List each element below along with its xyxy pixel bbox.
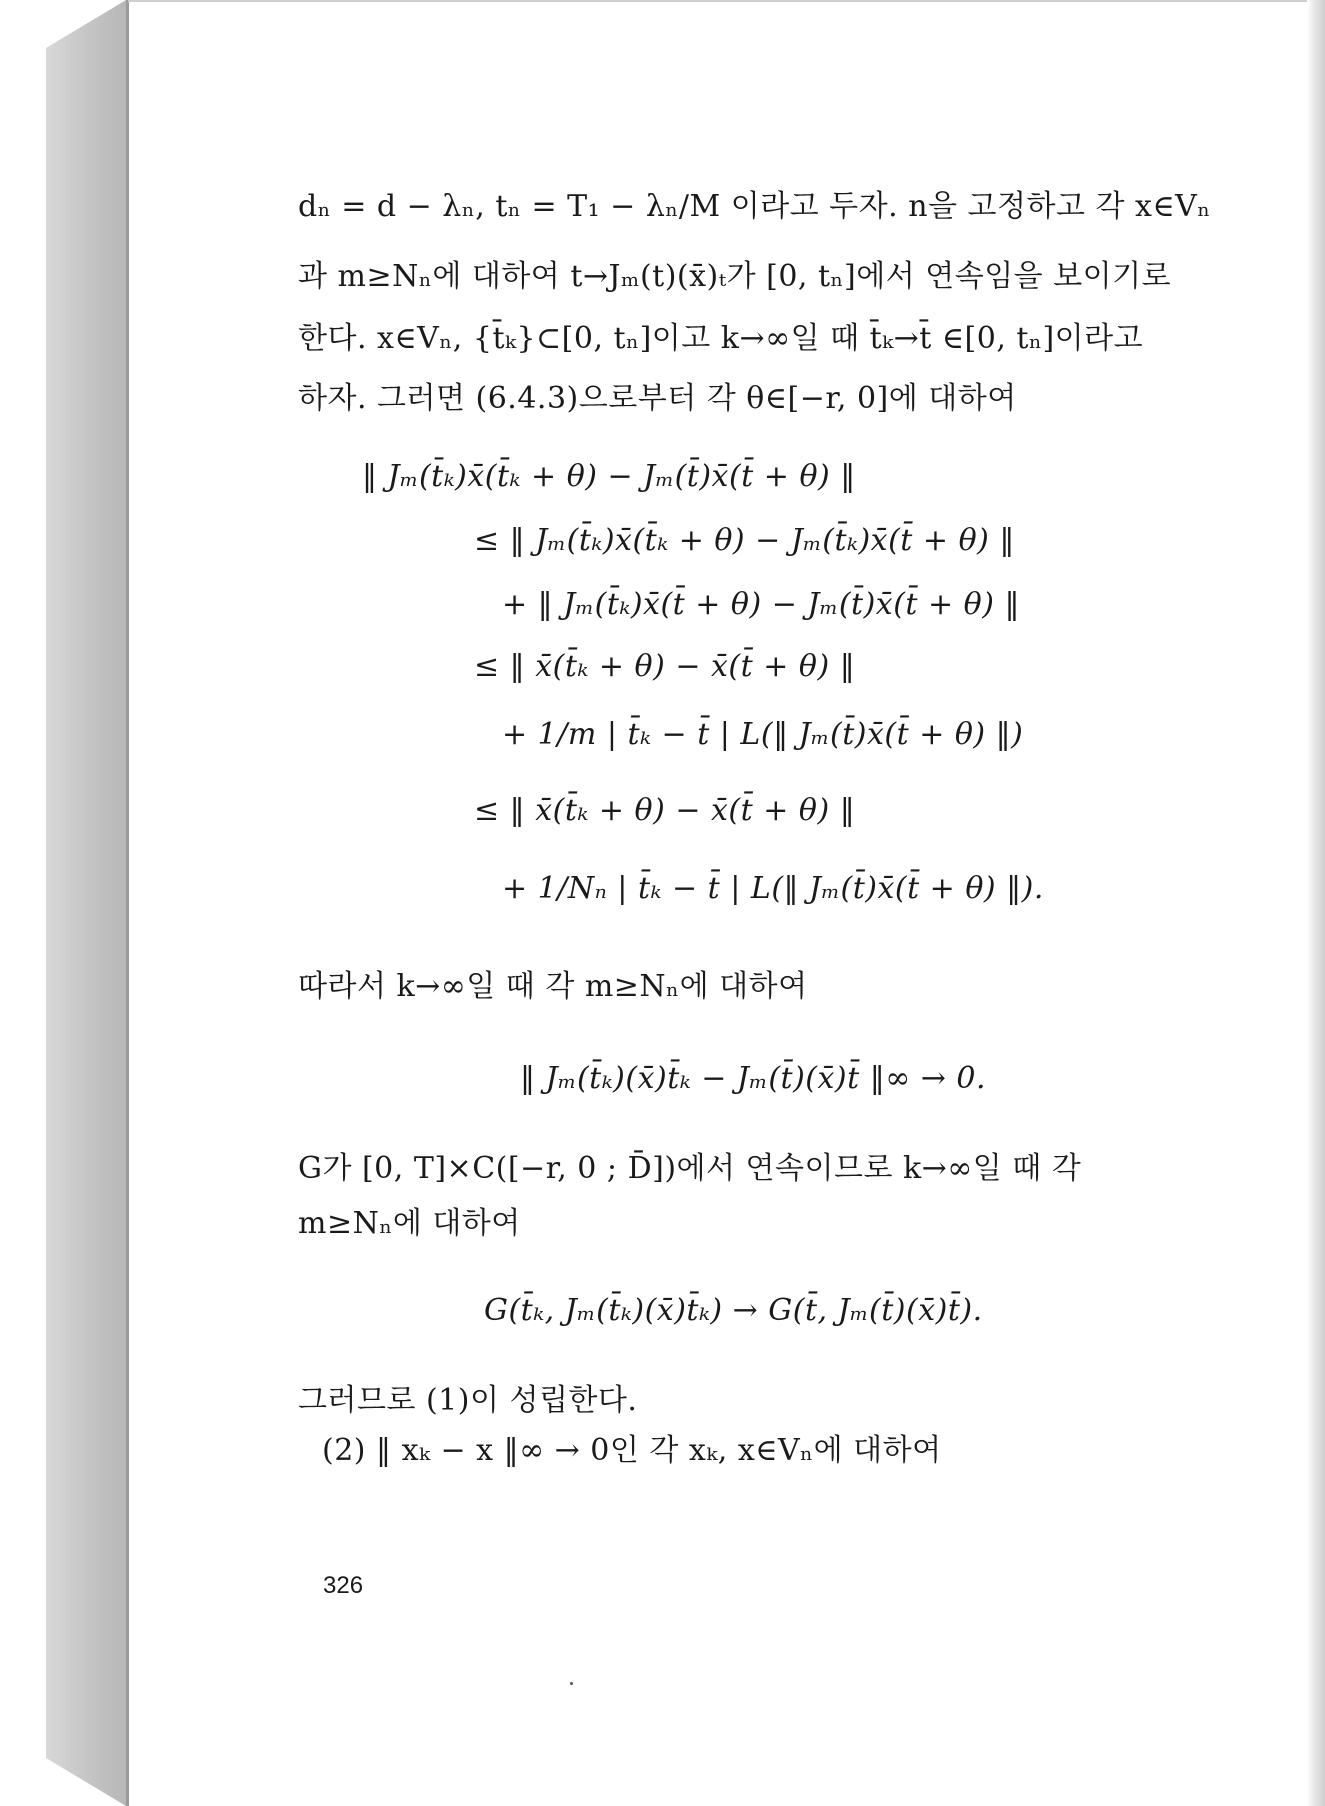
text-line-4: 하자. 그러면 (6.4.3)으로부터 각 θ∈[−r, 0]에 대하여 [298,381,1017,416]
equation-line-1: ‖ Jₘ(t̄ₖ)x̄(t̄ₖ + θ) − Jₘ(t̄)x̄(t̄ + θ) ‖ [362,459,856,494]
page-edge [126,0,129,1806]
equation-line-8: ‖ Jₘ(t̄ₖ)(x̄)t̄ₖ − Jₘ(t̄)(x̄)t̄ ‖∞ → 0. [520,1061,987,1096]
text-line-7: m≥Nₙ에 대하여 [298,1206,521,1241]
page-top-edge [128,0,1307,2]
equation-line-7: + 1/Nₙ | t̄ₖ − t̄ | L(‖ Jₘ(t̄)x̄(t̄ + θ) ‖). [502,871,1044,906]
text-line-9: (2) ‖ xₖ − x ‖∞ → 0인 각 xₖ, x∈Vₙ에 대하여 [322,1433,942,1468]
book-spine [46,0,126,1806]
equation-line-5: + 1/m | t̄ₖ − t̄ | L(‖ Jₘ(t̄)x̄(t̄ + θ) ‖) [502,717,1024,752]
equation-line-6: ≤ ‖ x̄(t̄ₖ + θ) − x̄(t̄ + θ) ‖ [474,793,856,828]
page-number: 326 [323,1572,364,1599]
text-line-8: 그러므로 (1)이 성립한다. [298,1383,638,1418]
print-speck [570,1682,573,1685]
equation-line-9: G(t̄ₖ, Jₘ(t̄ₖ)(x̄)t̄ₖ) → G(t̄, Jₘ(t̄)(x̄)t̄). [484,1293,983,1328]
text-line-1: dₙ = d − λₙ, tₙ = T₁ − λₙ/M 이라고 두자. n을 고정하고 각 x∈Vₙ [298,189,1211,224]
page-right-edge-shadow [1307,0,1325,1806]
equation-line-4: ≤ ‖ x̄(t̄ₖ + θ) − x̄(t̄ + θ) ‖ [474,649,856,684]
text-line-3: 한다. x∈Vₙ, {t̄ₖ}⊂[0, tₙ]이고 k→∞일 때 t̄ₖ→t̄ ∈[0, tₙ]이라고 [298,321,1144,356]
text-line-2: 과 m≥Nₙ에 대하여 t→Jₘ(t)(x̄)ₜ가 [0, tₙ]에서 연속임을 보이기로 [298,259,1172,294]
text-line-6: G가 [0, T]×C([−r, 0 ; D̄])에서 연속이므로 k→∞일 때 각 [298,1151,1082,1186]
equation-line-3: + ‖ Jₘ(t̄ₖ)x̄(t̄ + θ) − Jₘ(t̄)x̄(t̄ + θ) ‖ [502,587,1020,622]
equation-line-2: ≤ ‖ Jₘ(t̄ₖ)x̄(t̄ₖ + θ) − Jₘ(t̄ₖ)x̄(t̄ + θ) ‖ [474,523,1015,558]
text-line-5: 따라서 k→∞일 때 각 m≥Nₙ에 대하여 [298,969,808,1004]
